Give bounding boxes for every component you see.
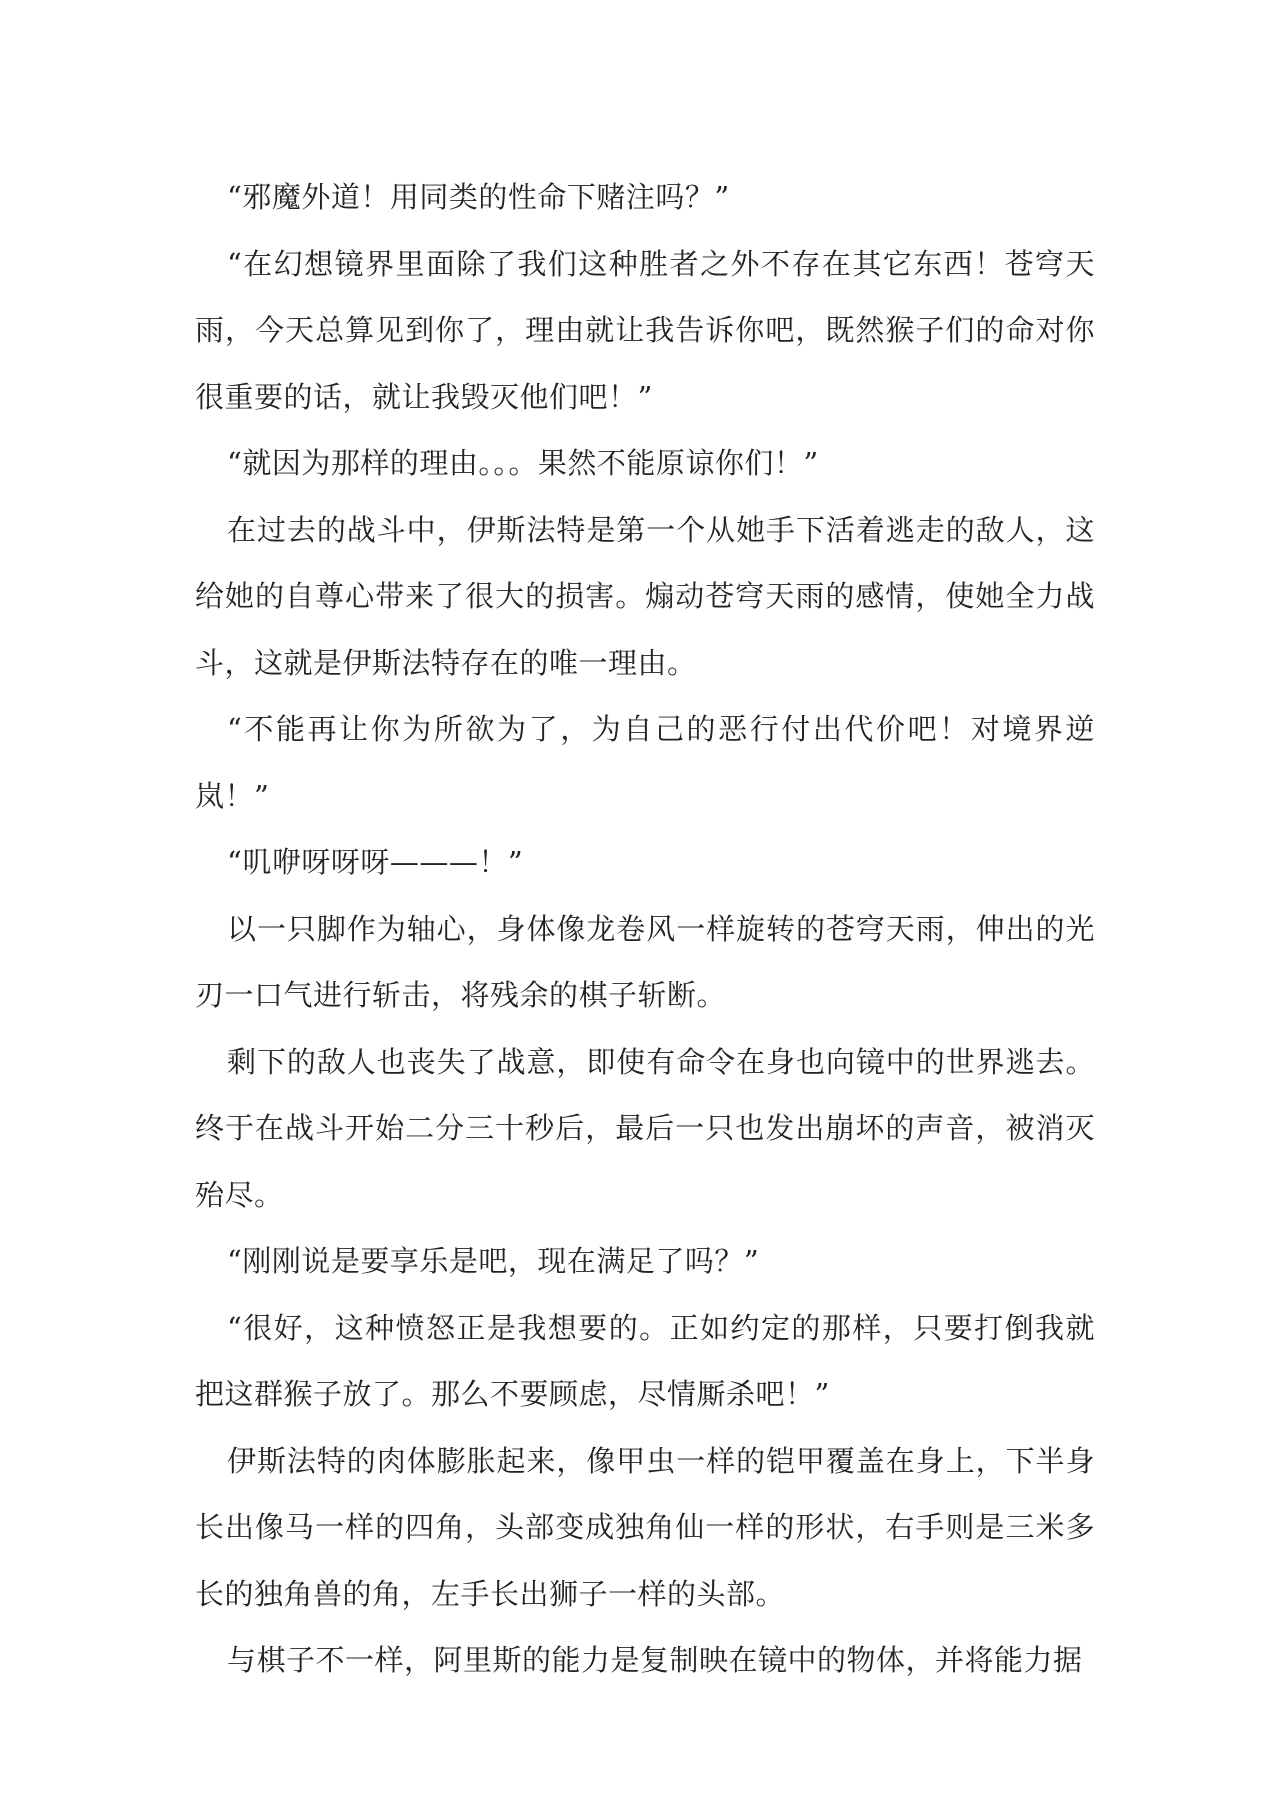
paragraph-2: “在幻想镜界里面除了我们这种胜者之外不存在其它东西！苍穹天雨，今天总算见到你了，理由就让我告诉你吧，既然猴子们的命对你很重要的话，就让我毁灭他们吧！”: [195, 246, 1095, 414]
paragraph-3: “就因为那样的理由。。。果然不能原谅你们！”: [227, 446, 819, 480]
paragraph-1: “邪魔外道！用同类的性命下赌注吗？”: [227, 180, 730, 214]
paragraph-5: “不能再让你为所欲为了，为自己的恶行付出代价吧！对境界逆岚！”: [195, 712, 1095, 813]
paragraph-4: 在过去的战斗中，伊斯法特是第一个从她手下活着逃走的敌人，这给她的自尊心带来了很大的损害。煽动苍穹天雨的感情，使她全力战斗，这就是伊斯法特存在的唯一理由。: [195, 512, 1095, 680]
paragraph-9: “刚刚说是要享乐是吧，现在满足了吗？”: [227, 1244, 760, 1278]
story-text: [195, 164, 1095, 1694]
paragraph-10: “很好，这种愤怒正是我想要的。正如约定的那样，只要打倒我就把这群猴子放了。那么不要顾虑，尽情厮杀吧！”: [195, 1310, 1095, 1411]
paragraph-11: 伊斯法特的肉体膨胀起来，像甲虫一样的铠甲覆盖在身上，下半身长出像马一样的四角，头部变成独角仙一样的形状，右手则是三米多长的独角兽的角，左手长出狮子一样的头部。: [195, 1443, 1095, 1611]
paragraph-12: 与棋子不一样，阿里斯的能力是复制映在镜中的物体，并将能力据: [227, 1643, 1083, 1677]
paragraph-6: “叽咿呀呀呀———！”: [227, 845, 524, 879]
paragraph-8: 剩下的敌人也丧失了战意，即使有命令在身也向镜中的世界逃去。终于在战斗开始二分三十秒后，最后一只也发出崩坏的声音，被消灭殆尽。: [195, 1044, 1095, 1212]
paragraph-7: 以一只脚作为轴心，身体像龙卷风一样旋转的苍穹天雨，伸出的光刃一口气进行斩击，将残余的棋子斩断。: [195, 911, 1095, 1012]
